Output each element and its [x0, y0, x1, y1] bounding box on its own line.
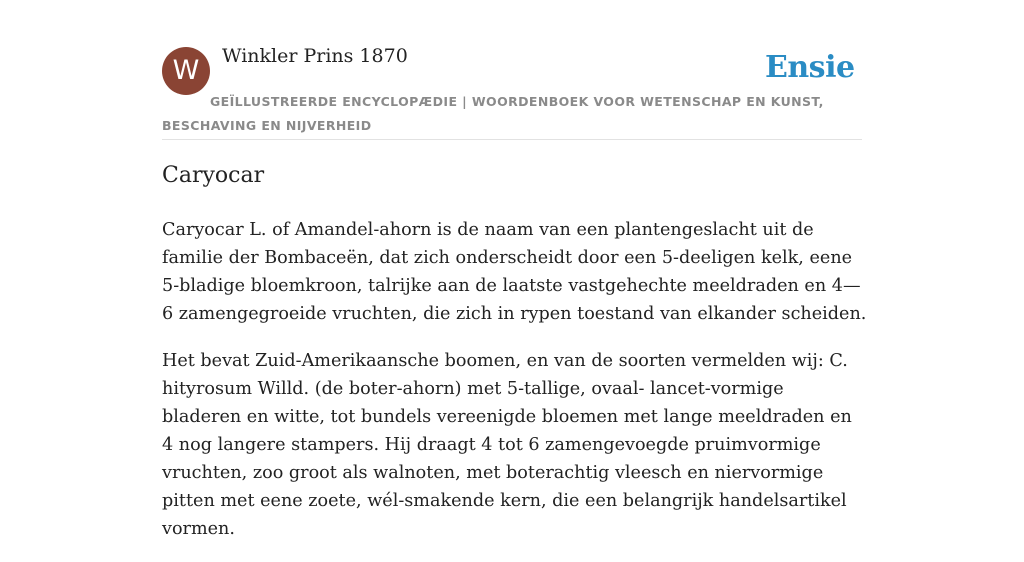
article-paragraph: Caryocar L. of Amandel-ahorn is de naam van een plantengeslacht uit de familie der Bombaceën, dat zich onderscheidt door een 5-deeligen kelk, eene 5-bladige bloemkroon, talrijke aan de laatste vastgehechte meeldraden en 4—6 zamengegroeide vruchten, die zich in rypen toestand van elkander scheiden.: [162, 220, 867, 324]
article-body: [162, 216, 868, 562]
source-subtitle: GEÏLLUSTREERDE ENCYCLOPÆDIE | WOORDENBOEK VOOR WETENSCHAP EN KUNST, BESCHAVING EN NIJVERHEID: [162, 94, 824, 133]
brand-logo[interactable]: Ensie: [765, 50, 855, 85]
source-avatar[interactable]: W: [162, 47, 210, 95]
article-paragraph: Het bevat Zuid-Amerikaansche boomen, en van de soorten vermelden wij: C. hityrosum Willd. (de boter-ahorn) met 5-tallige, ovaal- lancet-vormige bladeren en witte, tot bundels vereenigde bloemen met lange meeldraden en 4 nog langere stampers. Hij draagt 4 tot 6 zamengevoegde pruimvormige vruchten, zoo groot als walnoten, met boterachtig vleesch en niervormige pitten met eene zoete, wél-smakende kern, die een belangrijk handelsartikel vormen.: [162, 351, 852, 539]
article-title: Caryocar: [162, 163, 265, 188]
header-divider: [162, 139, 862, 140]
source-title[interactable]: Winkler Prins 1870: [222, 45, 408, 67]
